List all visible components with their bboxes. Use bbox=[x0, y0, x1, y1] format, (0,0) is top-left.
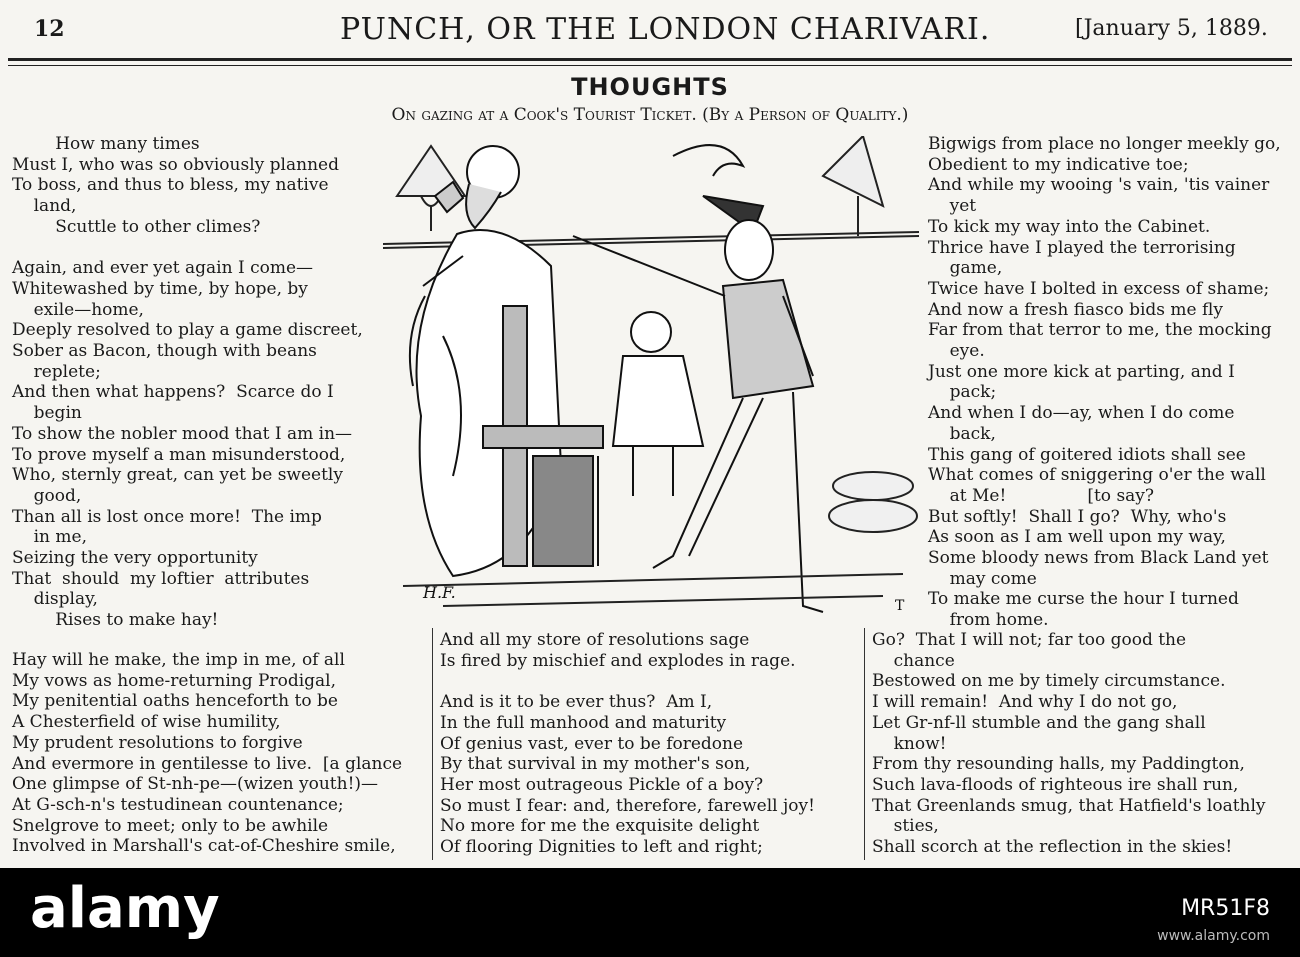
topiary-tree-right bbox=[823, 136, 883, 236]
poem-bottom-right-column bbox=[872, 630, 1292, 858]
poem-line: And now a fresh fiasco bids me fly bbox=[928, 299, 1223, 320]
poem-line: sties, bbox=[872, 816, 939, 837]
poem-line: Must I, who was so obviously planned bbox=[12, 154, 339, 175]
poem-line: To prove myself a man misunderstood, bbox=[12, 444, 346, 465]
poem-line: By that survival in my mother's son, bbox=[440, 754, 751, 775]
poem-line: Deeply resolved to play a game discreet, bbox=[12, 320, 363, 341]
poem-line: at Me! [to say? bbox=[928, 485, 1155, 506]
poem-line: exile—home, bbox=[12, 299, 144, 320]
poem-line: Is fired by mischief and explodes in rage. bbox=[440, 650, 796, 671]
poem-line: replete; bbox=[12, 361, 101, 382]
poem-line: Bigwigs from place no longer meekly go, bbox=[928, 134, 1281, 154]
poem-line: begin bbox=[12, 403, 82, 424]
poem-line: My penitential oaths henceforth to be bbox=[12, 691, 338, 712]
column-divider bbox=[432, 628, 433, 860]
poem-line: To boss, and thus to bless, my native bbox=[12, 175, 329, 196]
poem-line: display, bbox=[12, 589, 98, 610]
poem-line: Seizing the very opportunity bbox=[12, 548, 258, 569]
illustration-signature: H.F. bbox=[423, 583, 456, 602]
young-man-figure bbox=[573, 145, 823, 612]
poem-line: No more for me the exquisite delight bbox=[440, 816, 760, 837]
poem-left-column bbox=[12, 134, 377, 631]
poem-line: Snelgrove to meet; only to be awhile bbox=[12, 815, 329, 836]
column-divider bbox=[864, 628, 865, 860]
poem-line: Twice have I bolted in excess of shame; bbox=[928, 278, 1270, 299]
poem-line: A Chesterfield of wise humility, bbox=[12, 712, 281, 733]
poem-line: yet bbox=[928, 196, 977, 217]
poem-line: Rises to make hay! bbox=[12, 610, 219, 631]
poem-line: I will remain! And why I do not go, bbox=[872, 692, 1178, 713]
journal-title: PUNCH, OR THE LONDON CHARIVARI. bbox=[340, 12, 991, 47]
poem-line: And is it to be ever thus? Am I, bbox=[440, 692, 713, 713]
poem-line: good, bbox=[12, 485, 82, 506]
poem-line bbox=[440, 671, 860, 692]
watermark-site: www.alamy.com bbox=[1157, 928, 1270, 944]
header-rule bbox=[8, 58, 1292, 66]
flower-bed bbox=[829, 472, 917, 532]
poem-line: That Greenlands smug, that Hatfield's loathly bbox=[872, 795, 1266, 816]
poem-line: Far from that terror to me, the mocking bbox=[928, 320, 1272, 341]
poem-line: How many times bbox=[12, 134, 200, 154]
page-number: 12 bbox=[34, 16, 65, 42]
poem-line: Obedient to my indicative toe; bbox=[928, 154, 1189, 175]
poem-line: That should my loftier attributes bbox=[12, 568, 310, 589]
poem-line: As soon as I am well upon my way, bbox=[928, 527, 1226, 548]
poem-line: pack; bbox=[928, 382, 997, 403]
poem-line: This gang of goitered idiots shall see bbox=[928, 444, 1246, 465]
poem-line: Shall scorch at the reflection in the skies! bbox=[872, 837, 1233, 858]
poem-line: from home. bbox=[928, 610, 1049, 631]
poem-line: Thrice have I played the terrorising bbox=[928, 237, 1236, 258]
illustration-corner-mark: T bbox=[895, 598, 905, 614]
watermark-logo: alamy bbox=[30, 876, 220, 941]
poem-bottom-left-column bbox=[12, 650, 422, 857]
poem-line: Sober as Bacon, though with beans bbox=[12, 341, 317, 362]
poem-line: At G-sch-n's testudinean countenance; bbox=[12, 794, 344, 815]
stage-floor bbox=[403, 574, 903, 606]
poem-line bbox=[12, 238, 377, 259]
poem-line: Bestowed on me by timely circumstance. bbox=[872, 671, 1226, 692]
article-subtitle: On gazing at a Cook's Tourist Ticket. (By a Person of Quality.) bbox=[391, 105, 909, 125]
poem-line: Of flooring Dignities to left and right; bbox=[440, 837, 763, 858]
issue-date: [January 5, 1889. bbox=[1075, 16, 1268, 41]
poem-line: Hay will he make, the imp in me, of all bbox=[12, 650, 345, 670]
poem-line: Her most outrageous Pickle of a boy? bbox=[440, 774, 764, 795]
poem-line: know! bbox=[872, 733, 947, 754]
poem-line: In the full manhood and maturity bbox=[440, 712, 727, 733]
article-title: THOUGHTS bbox=[571, 73, 729, 101]
poem-line: game, bbox=[928, 258, 1003, 279]
poem-line: Scuttle to other climes? bbox=[12, 216, 261, 237]
poem-line: From thy resounding halls, my Paddington, bbox=[872, 754, 1245, 775]
masthead bbox=[0, 0, 1300, 60]
poem-line: in me, bbox=[12, 527, 87, 548]
poem-line: What comes of sniggering o'er the wall bbox=[928, 465, 1266, 486]
poem-line: Again, and ever yet again I come— bbox=[12, 258, 314, 279]
poem-line: Whitewashed by time, by hope, by bbox=[12, 278, 308, 299]
poem-line: eye. bbox=[928, 341, 985, 362]
poem-line: Of genius vast, ever to be foredone bbox=[440, 733, 744, 754]
poem-line: And evermore in gentilesse to live. [a glance bbox=[12, 753, 403, 774]
poem-line: To show the nobler mood that I am in— bbox=[12, 423, 353, 444]
poem-line: To kick my way into the Cabinet. bbox=[928, 216, 1211, 237]
poem-line: Who, sternly great, can yet be sweetly bbox=[12, 465, 343, 486]
poem-line: Go? That I will not; far too good the bbox=[872, 630, 1187, 650]
poem-line: To make me curse the hour I turned bbox=[928, 589, 1239, 610]
poem-line: My prudent resolutions to forgive bbox=[12, 732, 303, 753]
poem-bottom-middle-column bbox=[440, 630, 860, 858]
poem-line: Just one more kick at parting, and I bbox=[928, 361, 1235, 382]
cartoon-illustration bbox=[383, 136, 919, 618]
watermark-image-id: MR51F8 bbox=[1181, 896, 1270, 921]
poem-line: Than all is lost once more! The imp bbox=[12, 506, 322, 527]
poem-line: may come bbox=[928, 568, 1037, 589]
poem-line: Involved in Marshall's cat-of-Cheshire smile, bbox=[12, 836, 396, 857]
child-figure bbox=[613, 312, 703, 496]
poem-line: Some bloody news from Black Land yet bbox=[928, 548, 1269, 569]
poem-line: And while my wooing 's vain, 'tis vainer bbox=[928, 175, 1270, 196]
poem-right-column bbox=[928, 134, 1293, 631]
poem-line: One glimpse of St-nh-pe—(wizen youth!)— bbox=[12, 774, 379, 795]
poem-line: But softly! Shall I go? Why, who's bbox=[928, 506, 1227, 527]
poem-line: My vows as home-returning Prodigal, bbox=[12, 670, 336, 691]
poem-line: land, bbox=[12, 196, 77, 217]
watermark-bar bbox=[0, 868, 1300, 957]
poem-line: Such lava-floods of righteous ire shall run, bbox=[872, 774, 1239, 795]
poem-line: back, bbox=[928, 423, 996, 444]
poem-line: Let Gr-nf-ll stumble and the gang shall bbox=[872, 712, 1206, 733]
poem-line: So must I fear: and, therefore, farewell joy! bbox=[440, 795, 815, 816]
poem-line: chance bbox=[872, 650, 955, 671]
poem-line: And then what happens? Scarce do I bbox=[12, 382, 334, 403]
poem-line: And when I do—ay, when I do come bbox=[928, 403, 1235, 424]
poem-line: And all my store of resolutions sage bbox=[440, 630, 750, 650]
